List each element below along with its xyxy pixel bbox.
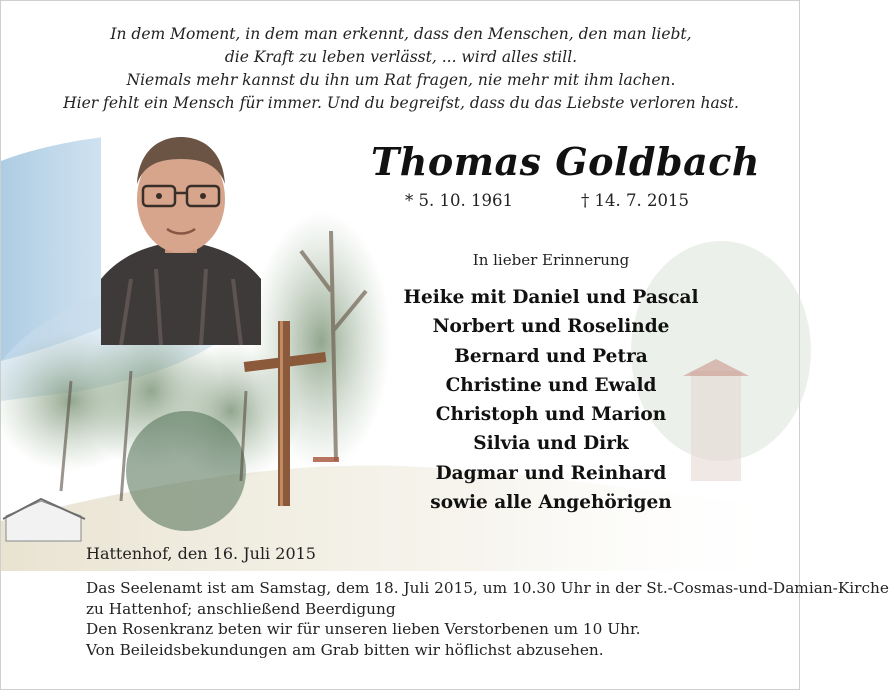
- poem-line: die Kraft zu leben verlässt, ... wird alles still.: [224, 48, 578, 66]
- place-and-date: Hattenhof, den 16. Juli 2015: [86, 544, 316, 563]
- poem-line: Niemals mehr kannst du ihn um Rat fragen, nie mehr mit ihm lachen.: [126, 71, 676, 89]
- mourner-entry: Dagmar und Reinhard: [435, 462, 667, 484]
- mourner-entry: Norbert und Roselinde: [432, 316, 670, 338]
- mourner-entry: Heike mit Daniel und Pascal: [403, 287, 699, 308]
- mourners-list: [371, 283, 731, 517]
- mourner-entry: Christine und Ewald: [445, 374, 657, 396]
- note-line: Den Rosenkranz beten wir für unseren lieben Verstorbenen um 10 Uhr.: [86, 620, 641, 638]
- poem-line: In dem Moment, in dem man erkennt, dass den Menschen, den man liebt,: [110, 25, 692, 43]
- deceased-name: Thomas Goldbach: [371, 139, 760, 184]
- service-notes: [86, 578, 889, 660]
- death-date: † 14. 7. 2015: [581, 191, 689, 210]
- memory-heading: In lieber Erinnerung: [472, 251, 630, 269]
- mourner-entry: Bernard und Petra: [454, 345, 648, 367]
- mourner-entry: sowie alle Angehörigen: [430, 492, 672, 514]
- mourner-entry: Silvia und Dirk: [473, 433, 629, 455]
- mourner-entry: Christoph und Marion: [435, 404, 667, 426]
- note-line: zu Hattenhof; anschließend Beerdigung: [86, 599, 396, 618]
- portrait-photo: [101, 129, 261, 345]
- birth-date: * 5. 10. 1961: [405, 191, 513, 210]
- note-line: Von Beileidsbekundungen am Grab bitten wir höflichst abzusehen.: [86, 640, 604, 659]
- note-line: Das Seelenamt ist am Samstag, dem 18. Juli 2015, um 10.30 Uhr in der St.-Cosmas-und-Damian-Kirche: [86, 579, 889, 597]
- poem: [1, 23, 801, 115]
- poem-line: Hier fehlt ein Mensch für immer. Und du begreifst, dass du das Liebste verloren hast.: [63, 94, 739, 112]
